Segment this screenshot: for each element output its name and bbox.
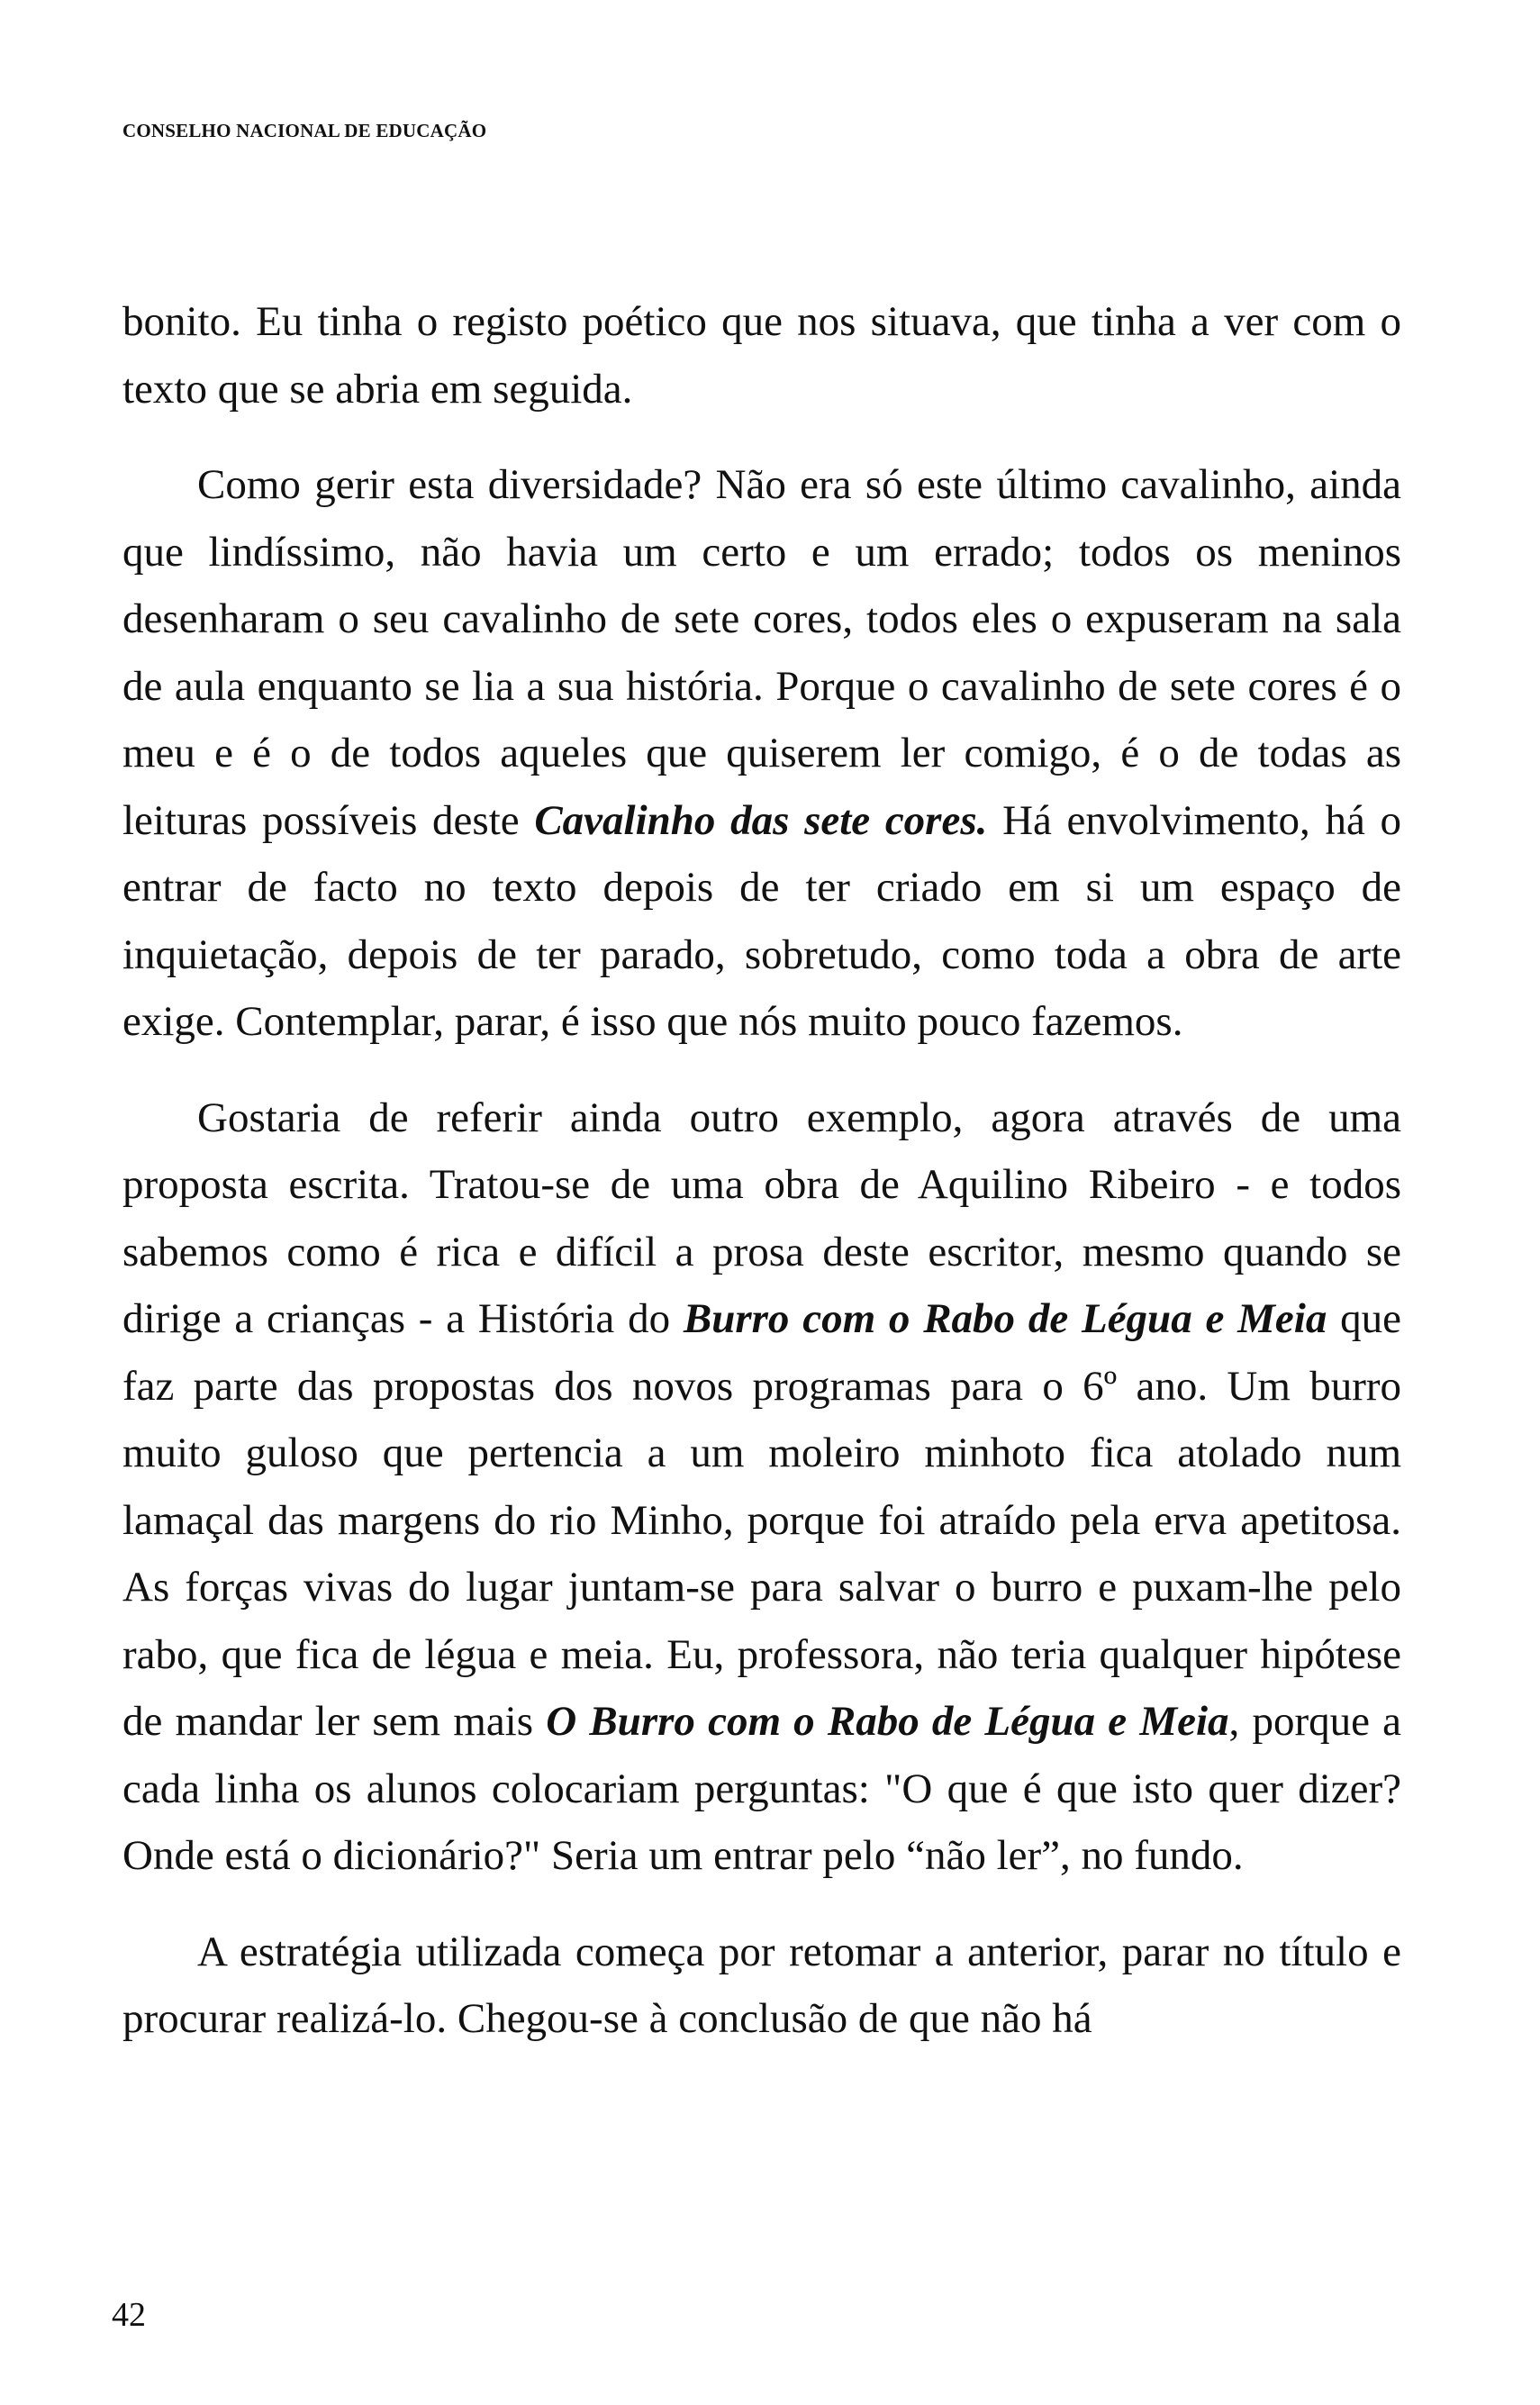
book-title-emphasis: Cavalinho das sete cores. [534,796,988,844]
text-run: Como gerir esta diversidade? Não era só este último cavalinho, ainda que lindíssimo, não havia um certo e um errado; todos os meninos desenharam o seu cavalinho de sete cores, todos eles o expuseram na sala de aula enquanto se lia a sua história. Porque o cavalinho de sete cores é o meu e é o de todos aqueles que quiserem ler comigo, é o de todas as leituras possíveis deste [122,461,1401,844]
text-run: , porque a cada linha os alunos colocariam perguntas: "O que é que isto quer dizer? Onde está o dicionário?" Seria um entrar pelo “não ler”, no fundo. [122,1698,1402,1879]
text-run: que faz parte das propostas dos novos programas para o 6º ano. Um burro muito guloso que pertencia a um moleiro minhoto fica atolado num lamaçal das margens do rio Minho, porque foi atraído pela erva apetitosa. As forças vivas do lugar juntam-se para salvar o burro e puxam-lhe pelo rabo, que fica de légua e meia. Eu, professora, não teria qualquer hipótese de mandar ler sem mais [122,1295,1401,1745]
paragraph-cavalinho [122,451,1401,1056]
paragraph-estrategia [122,1919,1401,2053]
text-run: Há envolvimento, há o entrar de facto no texto depois de ter criado em si um espaço de inquietação, depois de ter parado, sobretudo, como toda a obra de arte exige. Contemplar, parar, é isso que nós muito pouco fazemos. [122,796,1401,1045]
paragraph-continuation [122,288,1401,422]
running-header: CONSELHO NACIONAL DE EDUCAÇÃO [122,120,487,141]
text-run: A estratégia utilizada começa por retomar a anterior, parar no título e procurar realizá-lo. Chegou-se à conclusão de que não há [122,1928,1401,2042]
book-title-emphasis: O Burro com o Rabo de Légua e Meia [546,1698,1229,1745]
text-run: bonito. Eu tinha o registo poético que nos situava, que tinha a ver com o texto que se abria em seguida. [122,298,1401,413]
page-number: 42 [112,2296,146,2334]
paragraph-aquilino [122,1085,1401,1890]
body-text [122,288,1401,2053]
text-run: Gostaria de referir ainda outro exemplo, agora através de uma proposta escrita. Tratou-se de uma obra de Aquilino Ribeiro - e todos sabemos como é rica e difícil a prosa deste escritor, mesmo quando se dirige a crianças - a História do [122,1094,1401,1342]
book-title-emphasis: Burro com o Rabo de Légua e Meia [683,1295,1327,1342]
